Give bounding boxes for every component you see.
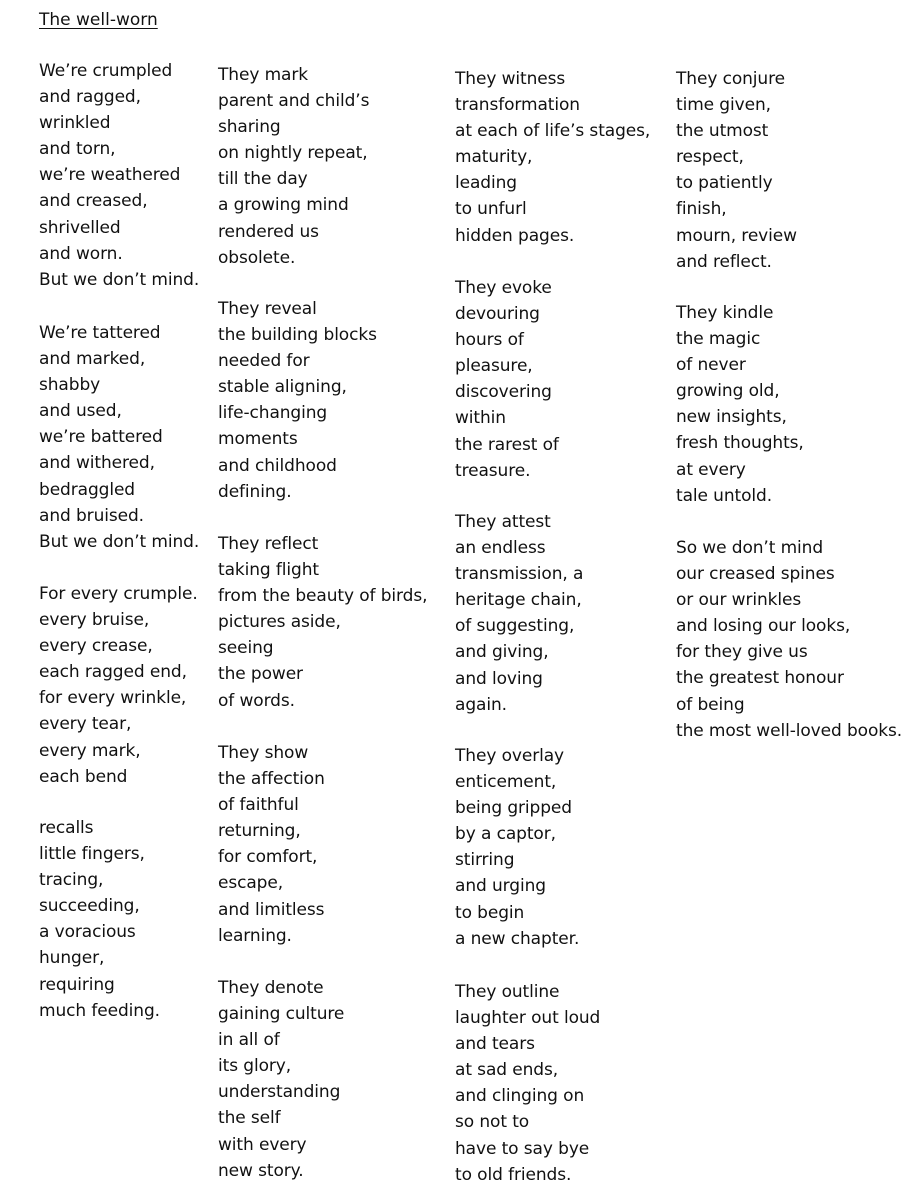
poem-line: heritage chain, <box>455 590 582 611</box>
poem-line: on nightly repeat, <box>218 143 368 164</box>
poem-line: each ragged end, <box>39 662 187 683</box>
poem-line: They attest <box>455 512 551 532</box>
stanza <box>676 66 797 275</box>
poem-line: pleasure, <box>455 356 533 377</box>
poem-line: from the beauty of birds, <box>218 586 428 607</box>
poem-line: to patiently <box>676 173 773 194</box>
poem-line: at every <box>676 459 746 480</box>
poem-line: They evoke <box>455 278 552 298</box>
poem-line: succeeding, <box>39 896 140 917</box>
poem-line: pictures aside, <box>218 612 341 633</box>
poem-line: growing old, <box>676 381 780 402</box>
poem-line: tracing, <box>39 870 104 891</box>
poem-line: every bruise, <box>39 610 150 631</box>
poem-line: escape, <box>218 873 284 894</box>
poem-line: a new chapter. <box>455 928 580 949</box>
poem-line: hunger, <box>39 948 105 969</box>
poem-line: its glory, <box>218 1056 292 1077</box>
poem-line: an endless <box>455 538 546 559</box>
poem-line: again. <box>455 694 507 715</box>
poem-line: gaining culture <box>218 1004 345 1025</box>
poem-line: the most well-loved books. <box>676 720 903 741</box>
poem-line: little fingers, <box>39 844 145 865</box>
poem-line: treasure. <box>455 460 531 481</box>
poem-line: mourn, review <box>676 225 797 246</box>
poem-line: and losing our looks, <box>676 616 851 637</box>
poem-line: They kindle <box>676 303 774 323</box>
poem-line: enticement, <box>455 772 557 793</box>
poem-line: tale untold. <box>676 485 773 506</box>
stanza <box>455 979 600 1188</box>
poem-line: and loving <box>455 668 543 689</box>
poem-line: life-changing <box>218 403 328 424</box>
stanza <box>39 581 198 790</box>
poem-line: of being <box>676 694 745 715</box>
poem-line: new insights, <box>676 407 787 428</box>
poem-line: we’re weathered <box>39 165 181 186</box>
poem-line: hours of <box>455 330 524 351</box>
poem-line: We’re tattered <box>39 323 161 343</box>
poem-line: maturity, <box>455 147 533 168</box>
poem-line: and ragged, <box>39 87 141 108</box>
poem-line: moments <box>218 429 298 450</box>
poem-line: They mark <box>218 65 308 85</box>
poem-line: and torn, <box>39 139 116 160</box>
poem-line: For every crumple. <box>39 584 198 604</box>
poem-line: and urging <box>455 876 546 897</box>
stanza <box>39 320 199 555</box>
poem-line: a growing mind <box>218 195 349 216</box>
poem-line: of never <box>676 355 746 376</box>
poem-line: have to say bye <box>455 1138 590 1159</box>
poem-line: sharing <box>218 117 281 138</box>
poem-line: stirring <box>455 850 515 871</box>
poem-line: of words. <box>218 690 295 711</box>
stanza <box>39 815 160 1024</box>
poem-line: finish, <box>676 199 727 220</box>
poem-line: till the day <box>218 169 308 190</box>
poem-line: learning. <box>218 925 292 946</box>
poem-line: to begin <box>455 902 525 923</box>
poem-line: and childhood <box>218 455 337 476</box>
poem-line: in all of <box>218 1030 280 1051</box>
poem-line: We’re crumpled <box>39 61 173 81</box>
poem-line: They reflect <box>218 534 319 554</box>
poem-line: transformation <box>455 95 580 116</box>
poem-line: every crease, <box>39 636 153 657</box>
poem-line: the rarest of <box>455 434 559 455</box>
poem-line: at sad ends, <box>455 1060 559 1081</box>
poem-line: for they give us <box>676 642 808 663</box>
poem-line: stable aligning, <box>218 377 347 398</box>
stanza <box>39 58 199 293</box>
stanza <box>676 535 902 744</box>
poem-line: the self <box>218 1108 281 1129</box>
poem-line: or our wrinkles <box>676 590 802 611</box>
poem-line: discovering <box>455 382 552 403</box>
poem-line: and bruised. <box>39 505 144 526</box>
poem-line: for every wrinkle, <box>39 688 187 709</box>
poem-line: hidden pages. <box>455 225 575 246</box>
poem-line: with every <box>218 1134 307 1155</box>
poem-line: every tear, <box>39 714 132 735</box>
poem-line: devouring <box>455 304 540 325</box>
poem-line: the affection <box>218 769 325 790</box>
poem-line: transmission, a <box>455 564 584 585</box>
poem-line: leading <box>455 173 517 194</box>
poem-line: defining. <box>218 481 292 502</box>
poem-title: The well-worn <box>39 10 158 30</box>
poem-line: understanding <box>218 1082 341 1103</box>
stanza <box>218 975 344 1184</box>
poem-line: They denote <box>218 978 324 998</box>
poem-line: wrinkled <box>39 113 111 134</box>
poem-line: and worn. <box>39 243 123 264</box>
poem-line: shabby <box>39 375 101 396</box>
poem-line: and marked, <box>39 349 146 370</box>
poem-line: So we don’t mind <box>676 538 824 558</box>
poem-line: returning, <box>218 821 301 842</box>
poem-line: so not to <box>455 1112 530 1133</box>
poem-line: our creased spines <box>676 564 835 585</box>
poem-line: They witness <box>455 69 566 89</box>
poem-line: and used, <box>39 401 122 422</box>
poem-line: and reflect. <box>676 251 772 272</box>
poem-line: obsolete. <box>218 247 296 268</box>
poem-line: and withered, <box>39 453 155 474</box>
poem-line: fresh thoughts, <box>676 433 804 454</box>
poem-line: requiring <box>39 974 115 995</box>
poem-line: each bend <box>39 766 128 787</box>
stanza <box>455 509 583 718</box>
poem-line: But we don’t mind. <box>39 269 200 290</box>
poem-line: we’re battered <box>39 427 163 448</box>
poem-line: the building blocks <box>218 325 377 346</box>
poem-line: to old friends. <box>455 1164 572 1185</box>
poem-line: parent and child’s <box>218 91 370 112</box>
poem-line: rendered us <box>218 221 319 242</box>
poem-line: But we don’t mind. <box>39 531 200 552</box>
poem-line: the greatest honour <box>676 668 844 689</box>
stanza <box>218 531 427 714</box>
poem-line: being gripped <box>455 798 572 819</box>
poem-line: to unfurl <box>455 199 527 220</box>
poem-line: They outline <box>455 982 560 1002</box>
poem-line: respect, <box>676 147 744 168</box>
poem-line: much feeding. <box>39 1000 160 1021</box>
poem-line: laughter out loud <box>455 1008 601 1029</box>
poem-line: for comfort, <box>218 847 318 868</box>
stanza <box>218 740 325 949</box>
stanza <box>455 275 559 484</box>
poem-line: and tears <box>455 1034 535 1055</box>
poem-line: within <box>455 408 506 429</box>
poem-line: and giving, <box>455 642 549 663</box>
poem-line: every mark, <box>39 740 141 761</box>
poem-line: They overlay <box>455 746 564 766</box>
poem-line: the power <box>218 664 303 685</box>
poem-line: by a captor, <box>455 824 556 845</box>
poem-line: the utmost <box>676 121 769 142</box>
poem-line: and limitless <box>218 899 325 920</box>
stanza <box>218 296 377 505</box>
poem-line: They show <box>218 743 309 763</box>
poem-line: seeing <box>218 638 274 659</box>
poem-line: time given, <box>676 95 771 116</box>
poem-line: bedraggled <box>39 479 136 500</box>
stanza <box>218 62 369 271</box>
poem-line: new story. <box>218 1160 304 1181</box>
poem-line: They reveal <box>218 299 317 319</box>
stanza <box>455 66 650 249</box>
poem-line: of faithful <box>218 795 299 816</box>
poem-line: needed for <box>218 351 310 372</box>
poem-line: of suggesting, <box>455 616 575 637</box>
poem-line: at each of life’s stages, <box>455 121 651 142</box>
stanza <box>676 300 804 509</box>
poem-line: taking flight <box>218 560 319 581</box>
stanza <box>455 743 579 952</box>
poem-line: and creased, <box>39 191 148 212</box>
poem-line: recalls <box>39 818 94 838</box>
poem-line: the magic <box>676 329 761 350</box>
poem-line: a voracious <box>39 922 136 943</box>
poem-line: shrivelled <box>39 217 121 238</box>
poem-line: and clinging on <box>455 1086 585 1107</box>
poem-line: They conjure <box>676 69 785 89</box>
